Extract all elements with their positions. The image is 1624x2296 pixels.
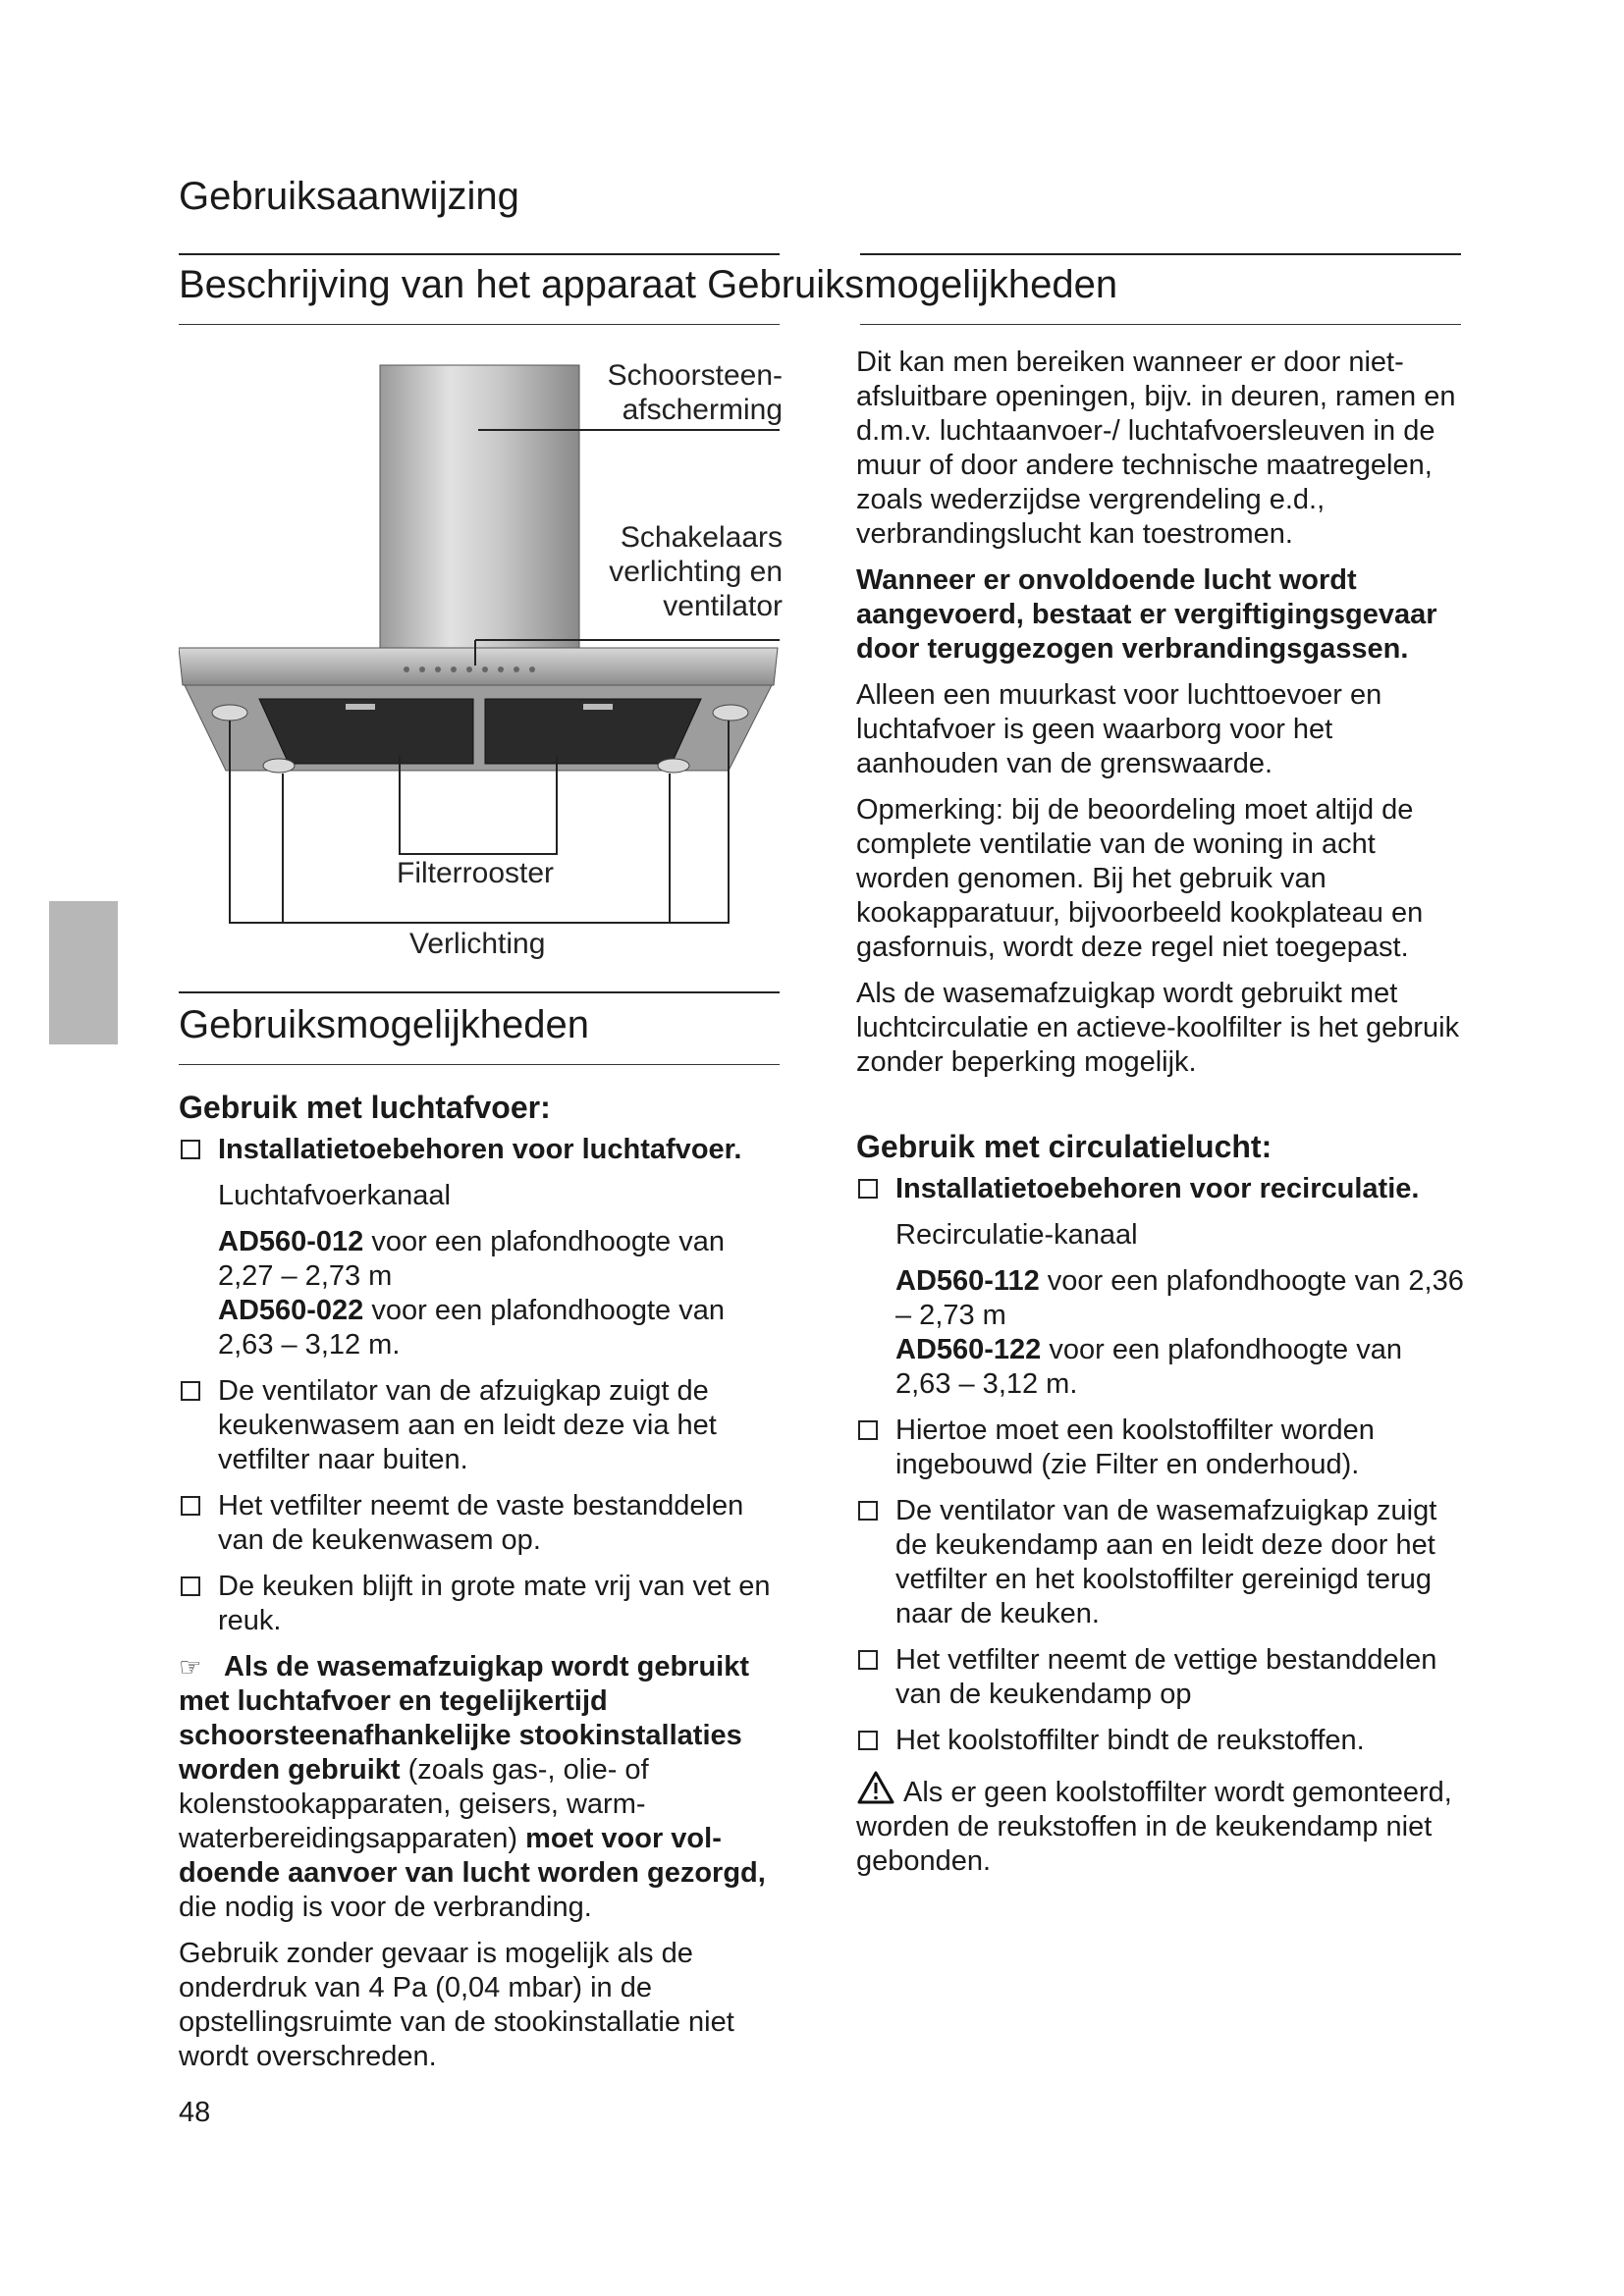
page-title: Gebruiksaanwijzing xyxy=(179,175,519,218)
item-text: Installatietoebehoren voor recirculatie. xyxy=(895,1173,1420,1204)
item-text: De keuken blijft in grote mate vrij van vet en reuk. xyxy=(218,1571,771,1636)
label-chimney-line2: afscherming xyxy=(622,394,783,426)
checklist-item xyxy=(179,1133,787,1167)
caution-text: Als er geen koolstoffilter wordt gemonteerd, worden de reukstoffen in de keukendamp niet gebonden. xyxy=(856,1777,1452,1877)
checklist-item xyxy=(179,1489,787,1558)
checklist-item xyxy=(856,1724,1465,1758)
heading-underline-right xyxy=(860,324,1461,325)
checkbox-icon xyxy=(858,1731,878,1750)
model-line xyxy=(179,1294,787,1362)
warning-triangle-icon xyxy=(856,1770,895,1805)
section-rule-left xyxy=(179,991,780,993)
subhead-recirculation: Gebruik met circulatielucht: xyxy=(856,1129,1272,1164)
filter-handle-left xyxy=(346,704,375,710)
label-filter: Filterrooster xyxy=(397,857,555,889)
hint-normal-1: (zoals gas-, olie- of kolenstookapparaten, geisers, warmwaterbereidingsapparaten) xyxy=(179,1754,649,1854)
item-text: Installatietoebehoren voor luchtafvoer. xyxy=(218,1134,742,1165)
chimney-cover xyxy=(380,365,579,650)
checklist-item xyxy=(856,1494,1465,1631)
pointing-hand-icon: ☞ xyxy=(179,1652,202,1682)
warning-paragraph: Wanneer er onvoldoende lucht wordt aangevoerd, bestaat er vergiftigingsgevaar door teruggezogen verbrandingsgassen. xyxy=(856,564,1437,665)
label-lighting: Verlichting xyxy=(409,928,546,960)
hint-bold-1: Als de wasemafzuigkap wordt gebruikt met luchtafvoer en tegelijkertijd schoorsteenafhankelijke stookinstallaties worden gebruikt xyxy=(179,1651,749,1786)
label-switches xyxy=(571,520,783,623)
duct-label: Recirculatie-kanaal xyxy=(895,1219,1138,1251)
item-text: De ventilator van de wasemafzuigkap zuigt de keukendamp aan en leidt deze door het vetfilter en het koolstoffilter gereinigd terug naar de keuken. xyxy=(895,1495,1437,1629)
checklist-item xyxy=(179,1374,787,1477)
model-code: AD560-022 xyxy=(218,1295,364,1326)
paragraph: Als de wasemafzuigkap wordt gebruikt met luchtcirculatie en actieve-koolfilter is het gebruik zonder beperking mogelijk. xyxy=(856,978,1460,1078)
checkbox-icon xyxy=(181,1576,200,1596)
canopy-front xyxy=(179,648,778,685)
model-code: AD560-122 xyxy=(895,1334,1042,1365)
checkbox-icon xyxy=(181,1496,200,1516)
subhead-exhaust: Gebruik met luchtafvoer: xyxy=(179,1090,551,1125)
model-text: voor een plafondhoogte van 2,27 – 2,73 m xyxy=(218,1226,725,1292)
heading-underline-left xyxy=(179,324,780,325)
label-switches-line2: verlichting en xyxy=(609,556,783,588)
hint-normal-2: die nodig is voor de verbranding. xyxy=(179,1892,592,1923)
item-text: Hiertoe moet een koolstoffilter worden ingebouwd (zie Filter en onderhoud). xyxy=(895,1415,1375,1480)
section-heading-right: Gebruiksmogelijkheden xyxy=(707,263,1118,306)
item-text: De ventilator van de afzuigkap zuigt de keukenwasem aan en leidt deze via het vetfilter naar buiten. xyxy=(218,1375,717,1475)
pressure-paragraph: Gebruik zonder gevaar is mogelijk als de onderdruk van 4 Pa (0,04 mbar) in de opstellingsruimte van de stookinstallatie niet wordt overschreden. xyxy=(179,1938,734,2072)
item-text: Het vetfilter neemt de vaste bestanddelen van de keukenwasem op. xyxy=(218,1490,744,1556)
checkbox-icon xyxy=(858,1650,878,1670)
hint-paragraph xyxy=(179,1650,787,1925)
model-line xyxy=(856,1333,1465,1402)
paragraph: Opmerking: bij de beoordeling moet altijd de complete ventilatie van de woning in acht worden genomen. Bij het gebruik van kookapparatuur, bijvoorbeeld kookplateau en gasfornuis, wordt deze regel niet toegepast. xyxy=(856,794,1424,963)
checkbox-icon xyxy=(858,1420,878,1440)
label-chimney-line1: Schoorsteen- xyxy=(607,359,783,392)
checklist-item xyxy=(179,1570,787,1638)
model-text: voor een plafondhoogte van 2,63 – 3,12 m. xyxy=(895,1334,1402,1400)
paragraph: Dit kan men bereiken wanneer er door niet-afsluitbare openingen, bijv. in deuren, ramen en d.m.v. luchtaanvoer-/ luchtafvoersleuven in de muur of door andere technische maatregelen, zoals wederzijdse vergrendeling e.d., verbrandingslucht kan toestromen. xyxy=(856,347,1456,550)
checkbox-icon xyxy=(181,1140,200,1159)
checklist-item xyxy=(856,1172,1465,1206)
left-section-title: Gebruiksmogelijkheden xyxy=(179,1003,590,1046)
right-column xyxy=(856,346,1465,1891)
item-text: Het vetfilter neemt de vettige bestanddelen van de keukendamp op xyxy=(895,1644,1437,1710)
checkbox-icon xyxy=(858,1179,878,1199)
checkbox-icon xyxy=(858,1501,878,1521)
checkbox-icon xyxy=(181,1381,200,1401)
item-text: Het koolstoffilter bindt de reukstoffen. xyxy=(895,1725,1365,1756)
control-buttons xyxy=(404,667,535,672)
model-code: AD560-112 xyxy=(895,1265,1040,1297)
checklist-item xyxy=(856,1414,1465,1482)
model-code: AD560-012 xyxy=(218,1226,364,1257)
header-rule-right xyxy=(860,253,1461,255)
left-column xyxy=(179,1088,787,2086)
model-text: voor een plafondhoogte van 2,63 – 3,12 m. xyxy=(218,1295,725,1361)
light-rear-right xyxy=(658,759,689,773)
hint-bold-2: moet voor voldoende aanvoer van lucht worden gezorgd, xyxy=(179,1823,766,1889)
light-front-left xyxy=(212,705,247,721)
section-underline-left xyxy=(179,1064,780,1065)
light-front-right xyxy=(713,705,748,721)
light-rear-left xyxy=(263,759,295,773)
duct-label: Luchtafvoerkanaal xyxy=(218,1180,451,1211)
label-switches-line3: ventilator xyxy=(663,590,783,622)
chapter-thumb-tab xyxy=(49,901,118,1044)
label-chimney xyxy=(591,358,783,427)
model-text: voor een plafondhoogte van 2,36 – 2,73 m xyxy=(895,1265,1464,1331)
filter-handle-right xyxy=(583,704,613,710)
model-line xyxy=(856,1264,1465,1333)
page-number: 48 xyxy=(179,2097,211,2128)
hood-figure xyxy=(179,353,787,982)
section-heading-left: Beschrijving van het apparaat xyxy=(179,263,696,306)
paragraph: Alleen een muurkast voor luchttoevoer en luchtafvoer is geen waarborg voor het aanhouden van de grenswaarde. xyxy=(856,679,1382,779)
caution-paragraph xyxy=(856,1770,1465,1879)
label-switches-line1: Schakelaars xyxy=(620,521,783,554)
checklist-item xyxy=(856,1643,1465,1712)
model-line xyxy=(179,1225,787,1294)
section-heading xyxy=(179,261,1117,308)
header-rule-left xyxy=(179,253,780,255)
